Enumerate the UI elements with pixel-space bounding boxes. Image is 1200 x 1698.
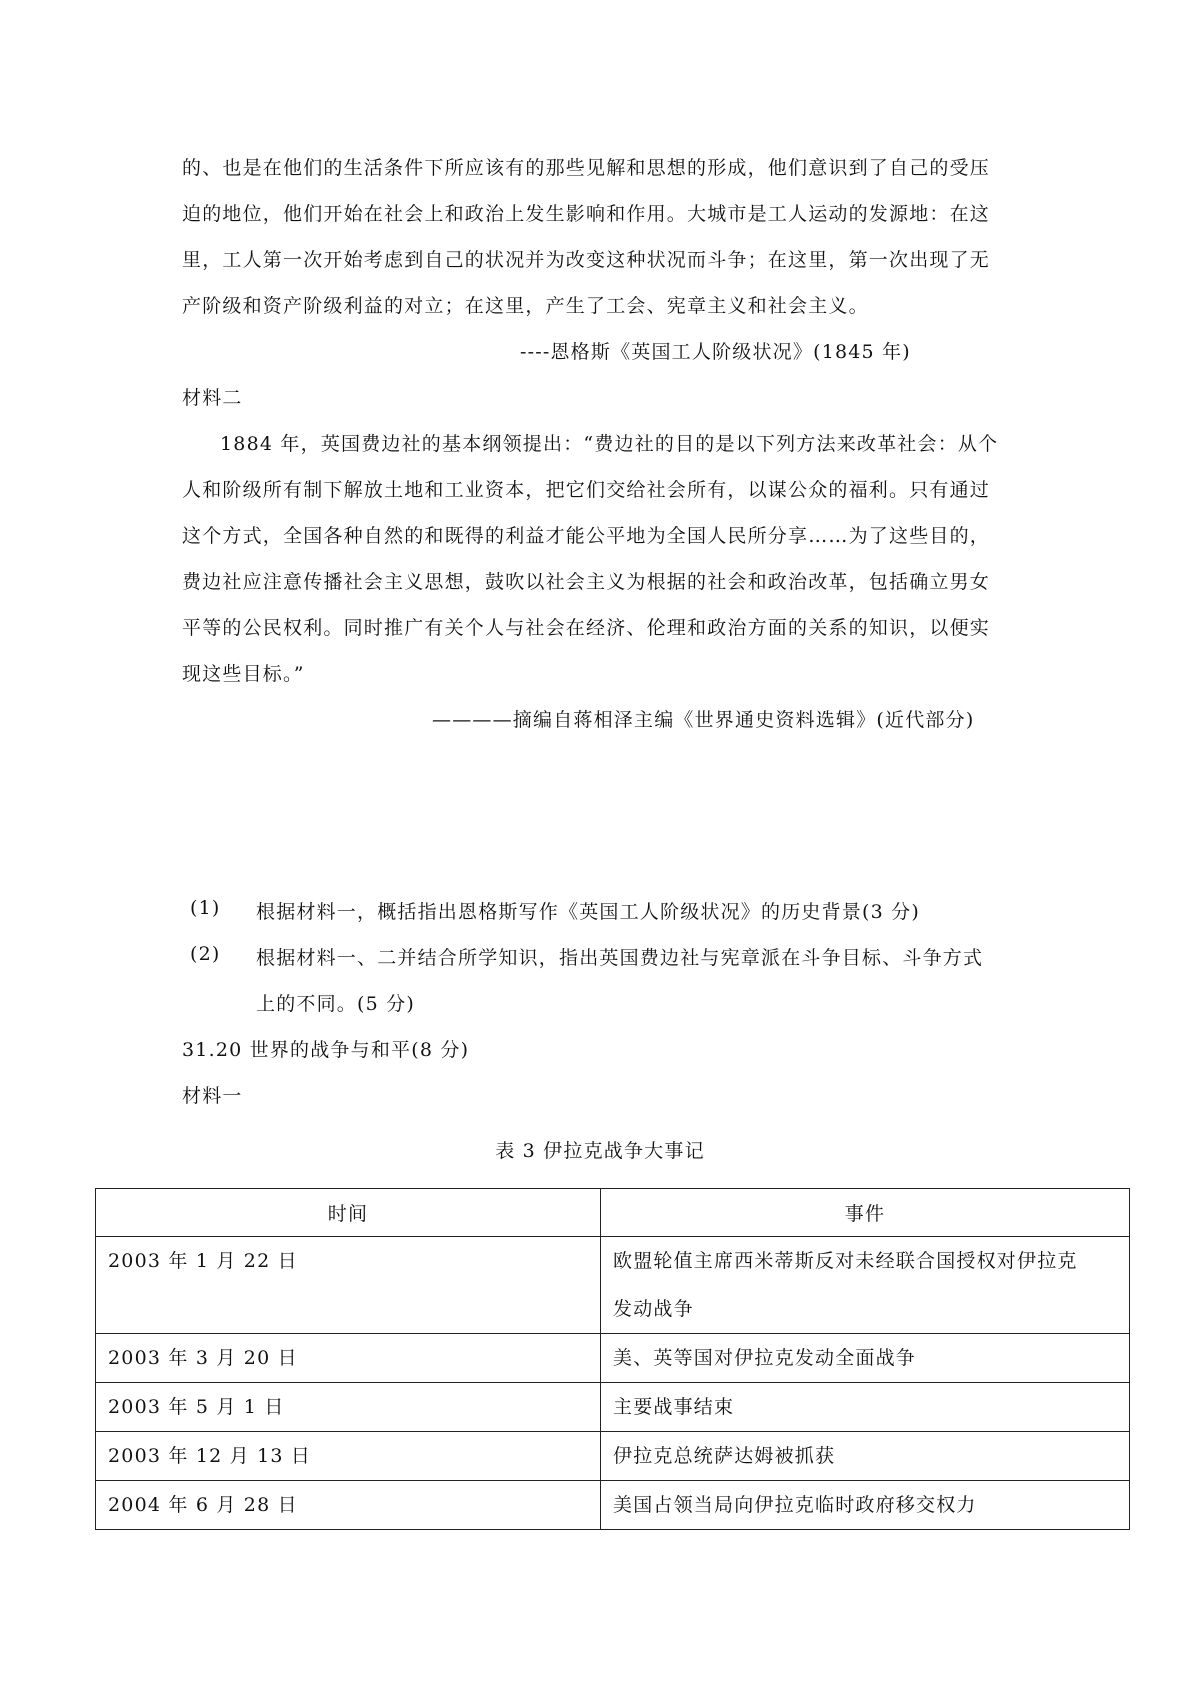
table-row bbox=[96, 1383, 1130, 1432]
material1-line-3: 里，工人第一次开始考虑到自己的状况并为改变这种状况而斗争；在这里，第一次出现了无 bbox=[182, 249, 991, 271]
table-cell-event bbox=[601, 1237, 1130, 1334]
table-header-time: 时间 bbox=[96, 1189, 601, 1237]
table-row bbox=[96, 1334, 1130, 1383]
table-cell-time: 2003 年 12 月 13 日 bbox=[96, 1432, 601, 1481]
table-row bbox=[96, 1237, 1130, 1334]
material2-line-3: 这个方式，全国各种自然的和既得的利益才能公平地为全国人民所分享……为了这些目的， bbox=[182, 525, 991, 547]
question-2-text-line-2: 上的不同。(5 分) bbox=[256, 993, 415, 1015]
table-row bbox=[96, 1432, 1130, 1481]
section-heading: 31.20 世界的战争与和平(8 分) bbox=[182, 1039, 470, 1061]
material1-line-4: 产阶级和资产阶级利益的对立；在这里，产生了工会、宪章主义和社会主义。 bbox=[182, 295, 869, 317]
table-cell-event: 美国占领当局向伊拉克临时政府移交权力 bbox=[601, 1481, 1130, 1530]
table-row bbox=[96, 1481, 1130, 1530]
material2-line-4: 费边社应注意传播社会主义思想，鼓吹以社会主义为根据的社会和政治改革，包括确立男女 bbox=[182, 571, 991, 593]
material2-line-6: 现这些目标。” bbox=[182, 663, 305, 685]
table-cell-event: 美、英等国对伊拉克发动全面战争 bbox=[601, 1334, 1130, 1383]
question-1-text: 根据材料一，概括指出恩格斯写作《英国工人阶级状况》的历史背景(3 分) bbox=[256, 901, 920, 923]
table-cell-time: 2003 年 3 月 20 日 bbox=[96, 1334, 601, 1383]
question-2-number: (2) bbox=[190, 943, 221, 965]
question-2-text-line-1: 根据材料一、二并结合所学知识，指出英国费边社与宪章派在斗争目标、斗争方式 bbox=[256, 947, 984, 969]
material2-line-1: 1884 年，英国费边社的基本纲领提出：“费边社的目的是以下列方法来改革社会：从个 bbox=[220, 433, 999, 455]
table-cell-time: 2003 年 5 月 1 日 bbox=[96, 1383, 601, 1432]
material1-source: ----恩格斯《英国工人阶级状况》(1845 年) bbox=[520, 341, 911, 363]
material2-line-5: 平等的公民权利。同时推广有关个人与社会在经济、伦理和政治方面的关系的知识，以便实 bbox=[182, 617, 991, 639]
table-cell-event-line: 发动战争 bbox=[613, 1298, 694, 1320]
material1-line-2: 迫的地位，他们开始在社会上和政治上发生影响和作用。大城市是工人运动的发源地：在这 bbox=[182, 203, 991, 225]
table-header-row bbox=[96, 1189, 1130, 1237]
section-material-title: 材料一 bbox=[182, 1085, 243, 1107]
table-cell-time: 2003 年 1 月 22 日 bbox=[96, 1237, 601, 1334]
material2-title: 材料二 bbox=[182, 387, 243, 409]
table-caption: 表 3 伊拉克战争大事记 bbox=[495, 1140, 705, 1162]
material2-line-2: 人和阶级所有制下解放土地和工业资本，把它们交给社会所有，以谋公众的福利。只有通过 bbox=[182, 479, 991, 501]
events-table bbox=[95, 1188, 1130, 1530]
table-cell-time: 2004 年 6 月 28 日 bbox=[96, 1481, 601, 1530]
material2-source: ————摘编自蒋相泽主编《世界通史资料选辑》(近代部分) bbox=[432, 709, 975, 731]
question-1-number: (1) bbox=[190, 897, 221, 919]
table-cell-event: 主要战事结束 bbox=[601, 1383, 1130, 1432]
table-cell-event: 伊拉克总统萨达姆被抓获 bbox=[601, 1432, 1130, 1481]
table-cell-event-line: 欧盟轮值主席西米蒂斯反对未经联合国授权对伊拉克 bbox=[613, 1250, 1078, 1272]
material1-line-1: 的、也是在他们的生活条件下所应该有的那些见解和思想的形成，他们意识到了自己的受压 bbox=[182, 157, 991, 179]
table-header-event: 事件 bbox=[601, 1189, 1130, 1237]
